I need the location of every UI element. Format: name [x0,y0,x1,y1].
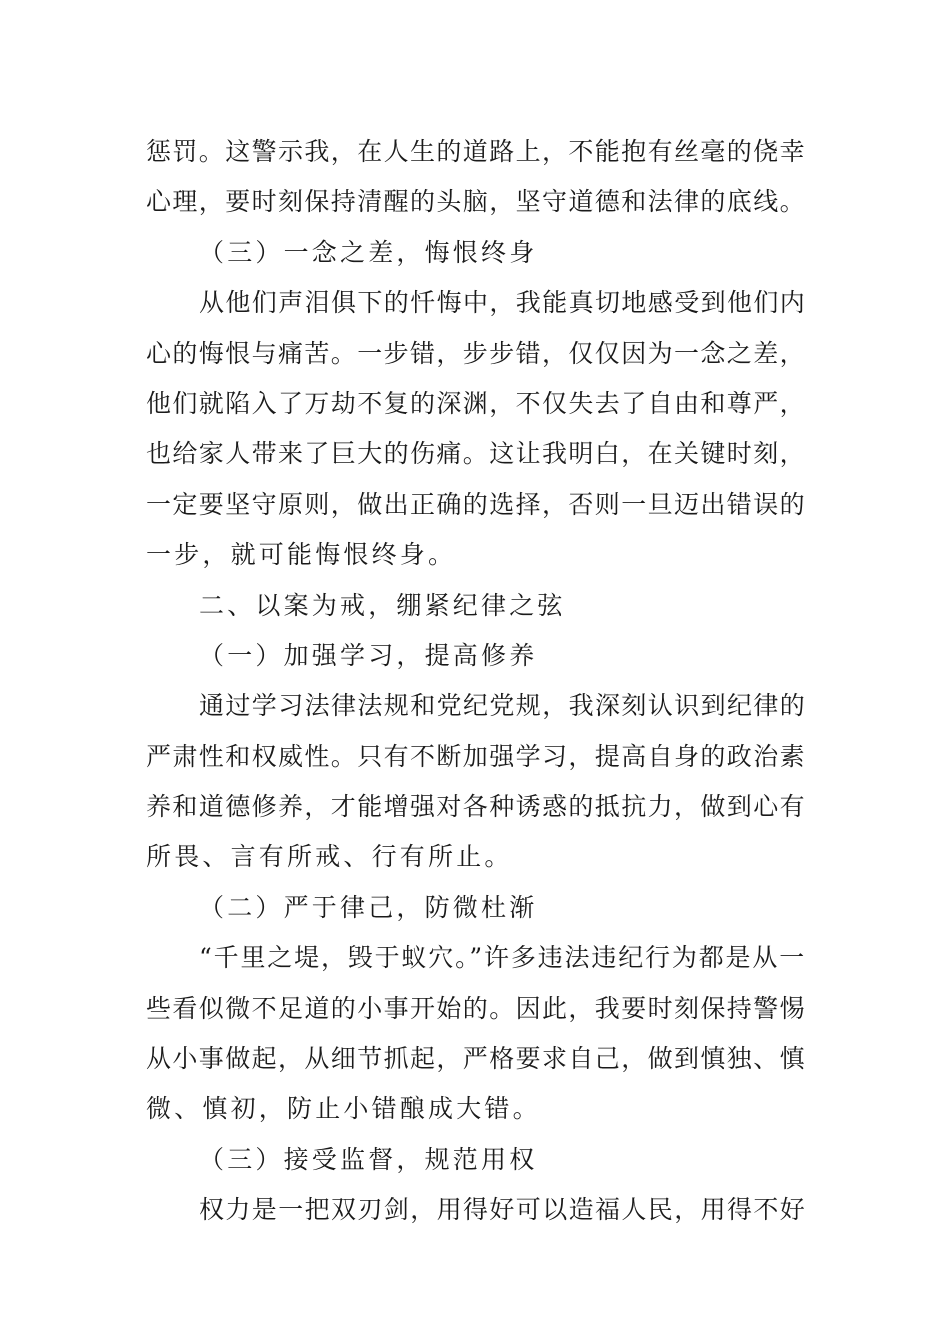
paragraph-first-line: 通过学习法律法规和党纪党规，我深刻认识到纪律的 [199,691,807,721]
text-line: 一步，就可能悔恨终身。 [146,540,457,570]
text-line: 所畏、言有所戒、行有所止。 [146,842,513,872]
text-line: 惩罚。这警示我，在人生的道路上，不能抱有丝毫的侥幸 [146,137,807,166]
text-line: 他们就陷入了万劫不复的深渊，不仅失去了自由和尊严， [146,388,807,418]
section-heading: （二）严于律己，防微杜渐 [199,892,538,922]
section-heading: （一）加强学习，提高修养 [199,640,538,670]
text-line: 养和道德修养，才能增强对各种诱惑的抵抗力，做到心有 [146,792,807,822]
text-line: 也给家人带来了巨大的伤痛。这让我明白，在关键时刻， [146,439,807,469]
text-line: 心的悔恨与痛苦。一步错，步步错，仅仅因为一念之差， [146,338,807,368]
paragraph-first-line: “千里之堤，毁于蚁穴。”许多违法违纪行为都是从一 [199,943,806,973]
text-line: 严肃性和权威性。只有不断加强学习，提高自身的政治素 [146,741,807,771]
text-line: 一定要坚守原则，做出正确的选择，否则一旦迈出错误的 [146,489,807,519]
text-line: 些看似微不足道的小事开始的。因此，我要时刻保持警惕 [146,993,807,1023]
paragraph-first-line: 从他们声泪俱下的忏悔中，我能真切地感受到他们内 [199,288,807,318]
text-line: 从小事做起，从细节抓起，严格要求自己，做到慎独、慎 [146,1044,807,1074]
text-line: 微、慎初，防止小错酿成大错。 [146,1094,541,1124]
section-heading: （三）一念之差，悔恨终身 [199,237,538,267]
paragraph-first-line: 权力是一把双刃剑，用得好可以造福人民，用得不好 [199,1195,807,1225]
chapter-heading: 二、以案为戒，绷紧纪律之弦 [199,590,566,620]
text-line: 心理，要时刻保持清醒的头脑，坚守道德和法律的底线。 [146,187,807,217]
document-body [146,127,806,1236]
section-heading: （三）接受监督，规范用权 [199,1144,538,1174]
